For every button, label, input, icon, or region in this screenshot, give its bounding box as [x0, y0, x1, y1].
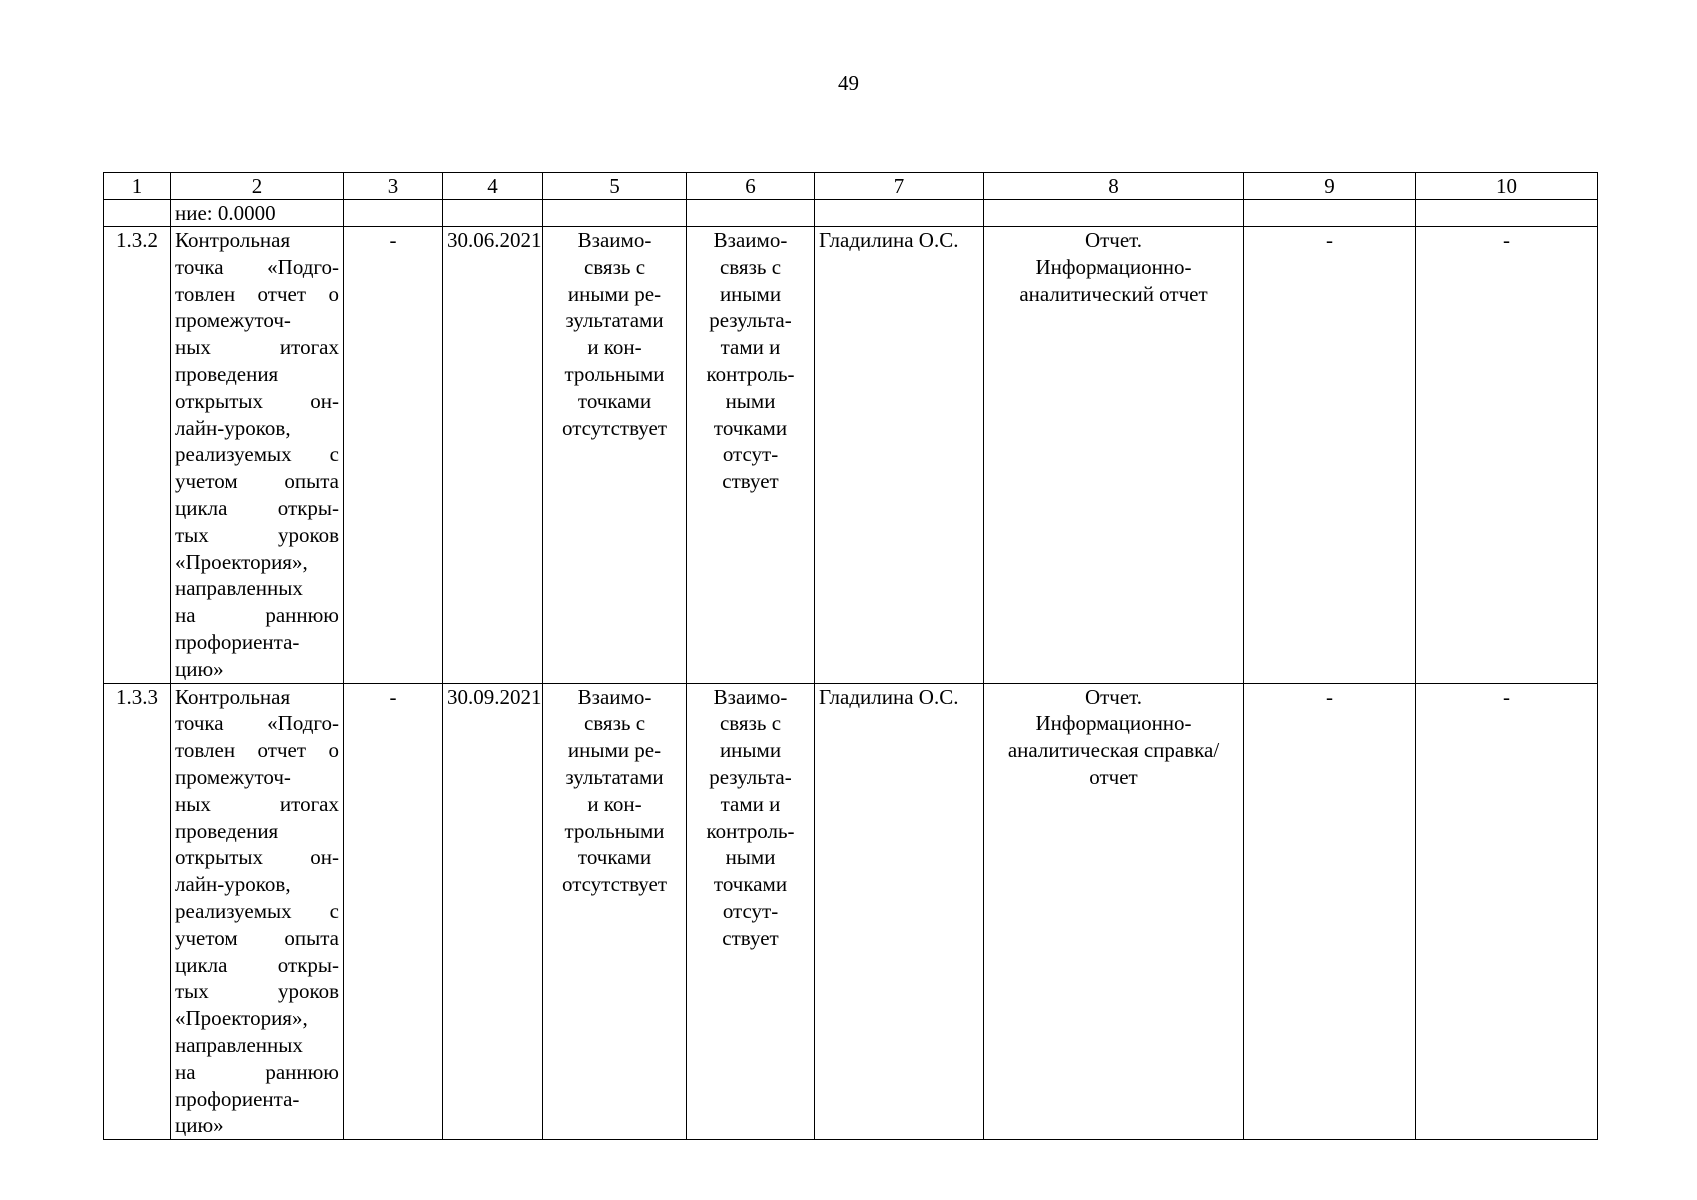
cell-line: товлен отчет о [175, 738, 339, 763]
cell-line: иными [719, 738, 782, 763]
cell-line: точками [713, 415, 788, 440]
cell-line: Взаимо- [577, 228, 652, 252]
table-cell: - [344, 683, 443, 1140]
page-number: 49 [838, 71, 859, 95]
cell-line: профориента- [175, 1086, 300, 1111]
cell-line: цию» [175, 656, 224, 681]
cell-line: реализуемых с [175, 442, 339, 467]
row-number: 1.3.3 [104, 683, 171, 1140]
header-cell: 2 [171, 173, 344, 200]
cell-line: тами и [720, 791, 781, 816]
cell-line: контроль- [706, 361, 795, 386]
cell-line: Контрольная [175, 684, 291, 709]
cell-line: промежуточ- [175, 764, 291, 789]
cell-line: Отчет. [1084, 228, 1143, 252]
due-date: 30.06.2021 [443, 227, 543, 684]
table-cell [687, 200, 815, 227]
cell-line: иными [719, 281, 782, 306]
cell-line: отчет [1089, 764, 1138, 789]
cell-line: учетом опыта [175, 469, 339, 494]
table-cell: - [1244, 683, 1416, 1140]
cell-line: ных итогах [175, 791, 339, 816]
cell-line: ствует [722, 469, 779, 494]
cell-line: зультатами [565, 308, 664, 333]
table-cell: - [1244, 227, 1416, 684]
cell-line: ными [725, 845, 776, 870]
cell-line: цикла откры- [175, 495, 339, 520]
cell-line: «Проектория», [175, 549, 308, 574]
cell-line: отсутствует [561, 415, 668, 440]
cell-line: открытых он- [175, 845, 339, 870]
cell-line: тых уроков [175, 979, 339, 1004]
table-cell: - [1416, 227, 1598, 684]
cell-line: Контрольная [175, 228, 291, 252]
header-cell: 1 [104, 173, 171, 200]
cell-line: результа- [709, 764, 792, 789]
cell-line: «Проектория», [175, 1006, 308, 1031]
cell-line: тых уроков [175, 522, 339, 547]
header-cell: 5 [543, 173, 687, 200]
cell-line: точка «Подго- [175, 254, 339, 279]
cell-line: отсут- [722, 898, 779, 923]
cell-line: связь с [583, 254, 646, 279]
cell-line: связь с [719, 711, 782, 736]
cell-line: отсут- [722, 442, 779, 467]
cell-line: связь с [583, 711, 646, 736]
cell-line: трольными [564, 361, 665, 386]
relation-results [543, 227, 687, 684]
cell-line: ными [725, 388, 776, 413]
cell-line: ствует [722, 925, 779, 950]
cell-line: цикла откры- [175, 952, 339, 977]
table-cell: - [1416, 683, 1598, 1140]
cell-line: направленных [175, 1032, 303, 1057]
table-row [104, 683, 1598, 1140]
header-cell: 9 [1244, 173, 1416, 200]
cell-line: результа- [709, 308, 792, 333]
cell-line: зультатами [565, 764, 664, 789]
relation-results [543, 683, 687, 1140]
table-cell: - [344, 227, 443, 684]
relation-points [687, 683, 815, 1140]
cell-line: иными ре- [567, 738, 662, 763]
result-type [984, 227, 1244, 684]
header-cell: 7 [815, 173, 984, 200]
cell-line: трольными [564, 818, 665, 843]
table-cell [1416, 200, 1598, 227]
plan-table [103, 172, 1598, 1140]
table-cell [443, 200, 543, 227]
cell-line: точками [713, 872, 788, 897]
cell-line: учетом опыта [175, 925, 339, 950]
cell-line: цию» [175, 1113, 224, 1138]
cell-line: контроль- [706, 818, 795, 843]
cell-line: проведения [175, 361, 279, 386]
cell-line: и кон- [587, 335, 642, 360]
header-cell: 4 [443, 173, 543, 200]
cell-line: и кон- [587, 791, 642, 816]
cell-line: товлен отчет о [175, 281, 339, 306]
result-type [984, 683, 1244, 1140]
continuation-text: ние: 0.0000 [171, 200, 344, 227]
table-cell [543, 200, 687, 227]
cell-line: на раннюю [175, 603, 339, 628]
cell-line: Информационно- [1035, 711, 1192, 736]
table-cell [104, 200, 171, 227]
cell-line: связь с [719, 254, 782, 279]
cell-line: Взаимо- [713, 228, 788, 252]
row-number: 1.3.2 [104, 227, 171, 684]
cell-line: лайн-уроков, [175, 415, 291, 440]
header-cell: 8 [984, 173, 1244, 200]
control-point-name [171, 683, 344, 1140]
cell-line: ных итогах [175, 335, 339, 360]
cell-line: Отчет. [1084, 684, 1143, 709]
header-cell: 3 [344, 173, 443, 200]
table-cell [984, 200, 1244, 227]
cell-line: точка «Подго- [175, 711, 339, 736]
table-cell [815, 200, 984, 227]
cell-line: реализуемых с [175, 898, 339, 923]
cell-line: лайн-уроков, [175, 872, 291, 897]
control-point-name [171, 227, 344, 684]
cell-line: отсутствует [561, 872, 668, 897]
cell-line: проведения [175, 818, 279, 843]
due-date: 30.09.2021 [443, 683, 543, 1140]
continuation-row [104, 200, 1598, 227]
responsible-person: Гладилина О.С. [815, 227, 984, 684]
cell-line: на раннюю [175, 1059, 339, 1084]
cell-line: Взаимо- [577, 684, 652, 709]
cell-line: иными ре- [567, 281, 662, 306]
responsible-person: Гладилина О.С. [815, 683, 984, 1140]
cell-line: открытых он- [175, 388, 339, 413]
cell-line: аналитический отчет [1019, 281, 1208, 306]
cell-line: промежуточ- [175, 308, 291, 333]
table-cell [1244, 200, 1416, 227]
cell-line: аналитическая справка/ [1007, 738, 1220, 763]
table-cell [344, 200, 443, 227]
cell-line: Информационно- [1035, 254, 1192, 279]
header-row [104, 173, 1598, 200]
cell-line: точками [577, 845, 652, 870]
table-row [104, 227, 1598, 684]
cell-line: тами и [720, 335, 781, 360]
cell-line: точками [577, 388, 652, 413]
header-cell: 10 [1416, 173, 1598, 200]
cell-line: Взаимо- [713, 684, 788, 709]
cell-line: профориента- [175, 629, 300, 654]
header-cell: 6 [687, 173, 815, 200]
cell-line: направленных [175, 576, 303, 601]
relation-points [687, 227, 815, 684]
